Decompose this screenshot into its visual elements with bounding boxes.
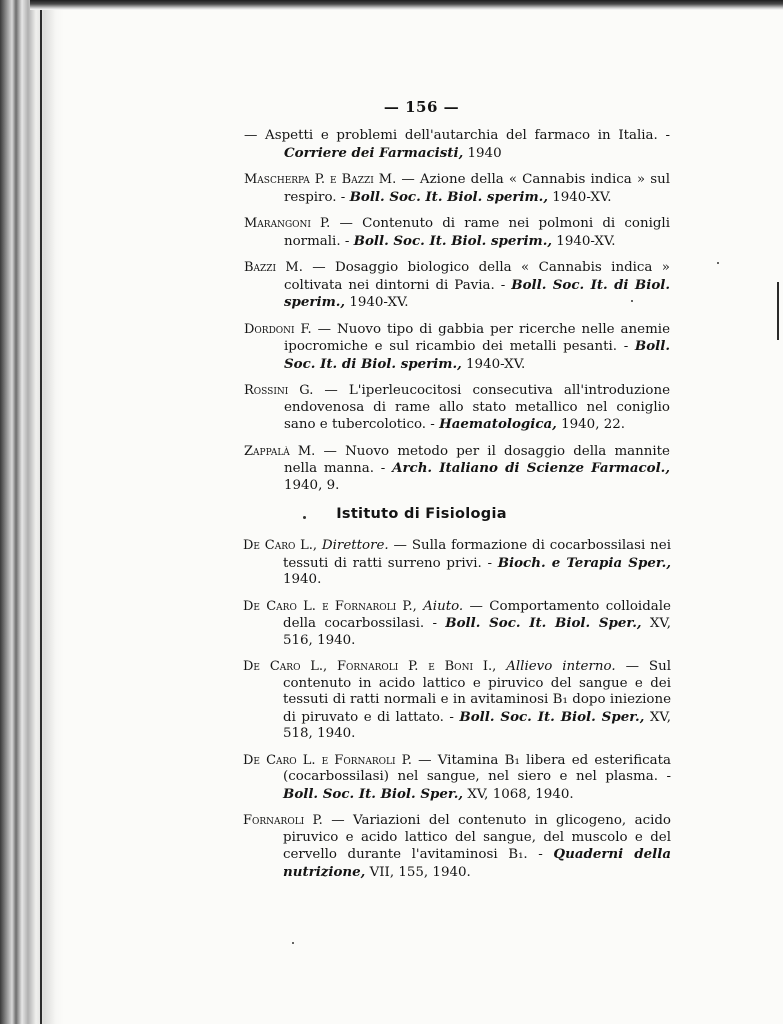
entry-details: 1940-XV. xyxy=(552,233,616,249)
bibliography-entry xyxy=(244,444,670,495)
entry-authors: Marangoni P. xyxy=(244,216,331,231)
entry-title: — Sul contenuto in acido lattico e piruvico del sangue e dei tessuti di ratti normali e in avitaminosi B₁ dopo iniezione di piruvato e di lattato. - xyxy=(283,659,672,725)
entry-title: — L'iperleucocitosi consecutiva all'introduzione endovenosa di rame allo stato metallico nel coniglio sano e tubercolotico. - xyxy=(284,383,671,432)
bibliography-entry xyxy=(244,322,670,374)
entry-journal: Boll. Soc. It. di Biol. sperim., xyxy=(284,276,671,310)
entry-details: 1940, 22. xyxy=(556,417,626,432)
entry-details: 1940. xyxy=(283,572,322,587)
entry-title: — Sulla formazione di cocarbossilasi nei tessuti di ratti surreno privi. - xyxy=(283,538,671,571)
entry-authors: Mascherpa P. e Bazzi M. xyxy=(244,172,397,187)
right-edge-mark xyxy=(777,282,779,340)
entry-title: — Vitamina B₁ libera ed esterificata (cocarbossilasi) nel sangue, nel siero e nel plasma. - xyxy=(283,752,671,784)
bibliography-entry xyxy=(244,383,670,434)
entry-role: Aiuto. xyxy=(416,598,464,614)
entry-role: Allievo interno. xyxy=(496,659,616,674)
entry-details: 1940 xyxy=(463,145,502,161)
scan-speck xyxy=(303,516,306,519)
entry-journal: Haematologica, xyxy=(439,416,557,432)
entry-details: XV, 1068, 1940. xyxy=(463,786,574,802)
entry-authors: De Caro L., xyxy=(243,538,318,553)
entry-journal: Arch. Italiano di Scienze Farmacol., xyxy=(392,460,671,476)
entry-journal: Boll. Soc. It. Biol. sperim., xyxy=(349,188,548,205)
bibliography-list-top xyxy=(244,128,670,504)
entry-details: XV, 518, 1940. xyxy=(283,709,671,741)
entry-authors: De Caro L. e Fornaroli P. xyxy=(243,752,412,768)
scan-speck xyxy=(292,942,294,944)
entry-title: — Azione della « Cannabis indica » sul respiro. - xyxy=(284,172,670,205)
entry-role: Direttore. xyxy=(317,538,389,553)
entry-authors: De Caro L. e Fornaroli P., xyxy=(243,598,417,614)
entry-title: — Variazioni del contenuto in glicogeno, acido piruvico e acido lattico del sangue, del muscolo e del cervello durante l'avitaminosi B₁. - xyxy=(283,813,671,862)
entry-details: 1940, 9. xyxy=(284,477,340,493)
bibliography-entry xyxy=(243,753,671,804)
book-binding-edge xyxy=(0,0,64,1024)
entry-title: — Contenuto di rame nei polmoni di conigli normali. - xyxy=(284,216,670,249)
bibliography-entry xyxy=(243,599,671,650)
entry-journal: Boll. Soc. It. di Biol. sperim., xyxy=(284,338,670,372)
bibliography-entry xyxy=(244,172,670,206)
entry-journal: Corriere dei Farmacisti, xyxy=(284,144,464,161)
page-number: — 156 — xyxy=(383,98,460,116)
bibliography-entry xyxy=(243,813,671,881)
entry-authors: De Caro L., Fornaroli P. e Boni I., xyxy=(243,659,497,674)
bibliography-entry xyxy=(243,659,671,743)
entry-title: — Comportamento colloidale della cocarbossilasi. - xyxy=(283,598,671,631)
entry-details: VII, 155, 1940. xyxy=(365,864,471,880)
scan-speck xyxy=(717,262,719,264)
entry-authors: Zappalà M. xyxy=(244,443,316,459)
entry-details: XV, 516, 1940. xyxy=(283,616,672,648)
entry-authors: Bazzi M. xyxy=(244,260,303,275)
entry-journal: Boll. Soc. It. Biol. Sper., xyxy=(445,615,642,631)
entry-authors: Fornaroli P. xyxy=(243,813,323,828)
entry-title: — Nuovo metodo per il dosaggio della mannite nella manna. - xyxy=(284,443,670,476)
entry-journal: Boll. Soc. It. Biol. Sper., xyxy=(459,708,645,725)
entry-journal: Bioch. e Terapia Sper., xyxy=(497,554,671,571)
entry-journal: Boll. Soc. It. Biol. sperim., xyxy=(353,232,553,249)
entry-title: — Dosaggio biologico della « Cannabis indica » coltivata nei dintorni di Pavia. - xyxy=(284,260,670,293)
bibliography-list-bottom xyxy=(243,538,671,891)
section-title: Istituto di Fisiologia xyxy=(336,506,507,522)
bibliography-entry xyxy=(244,216,670,250)
bibliography-entry xyxy=(244,260,670,312)
page-top-edge xyxy=(30,0,783,10)
entry-title: — Aspetti e problemi dell'autarchia del farmaco in Italia. - xyxy=(244,128,670,143)
bibliography-entry xyxy=(243,538,671,589)
entry-journal: Quaderni della nutrizione, xyxy=(283,846,671,880)
entry-details: 1940-XV. xyxy=(461,356,526,372)
entry-journal: Boll. Soc. It. Biol. Sper., xyxy=(283,785,464,802)
entry-authors: Rossini G. xyxy=(244,383,314,398)
entry-authors: Dordoni F. xyxy=(244,321,312,337)
entry-title: — Nuovo tipo di gabbia per ricerche nelle anemie ipocromiche e sul ricambio dei metalli pesanti. - xyxy=(284,321,670,354)
entry-details: 1940-XV. xyxy=(547,189,612,205)
entry-details: 1940-XV. xyxy=(345,295,409,310)
bibliography-entry xyxy=(244,128,670,162)
scan-speck xyxy=(631,300,633,302)
